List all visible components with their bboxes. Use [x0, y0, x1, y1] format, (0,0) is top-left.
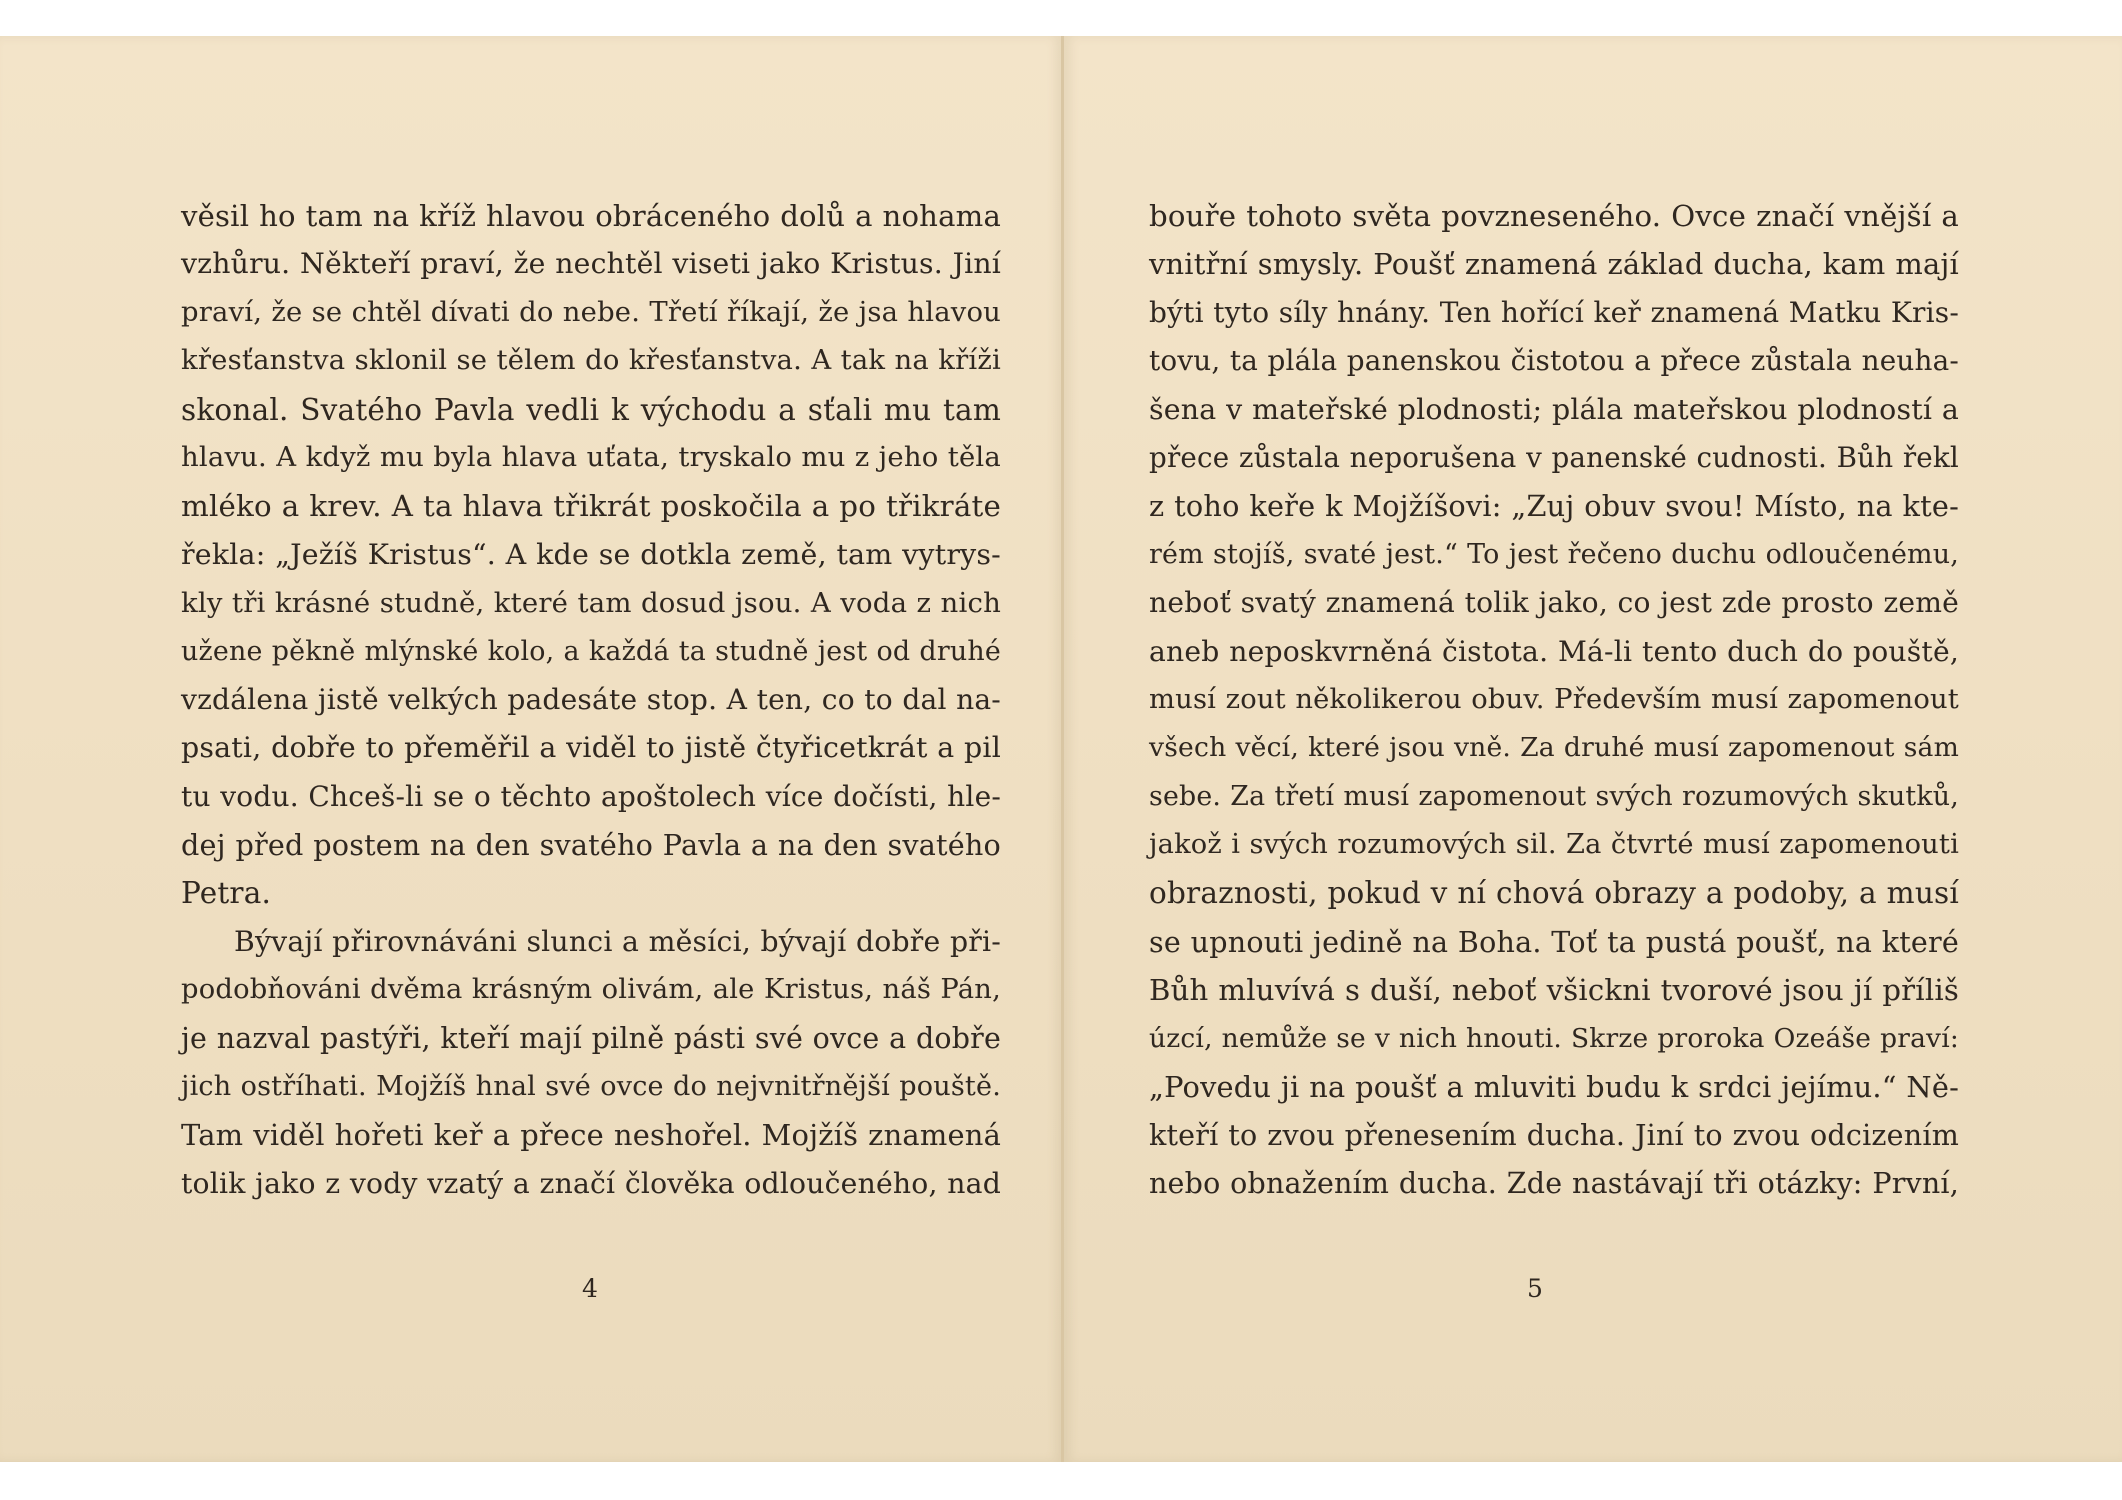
- text-line: neboť svatý znamená tolik jako, co jest zde prosto země: [1149, 586, 1959, 620]
- text-line: psati, dobře to přeměřil a viděl to jistě čtyřicetkrát a pil: [181, 731, 1001, 765]
- text-line: se upnouti jedině na Boha. Toť ta pustá poušť, na které: [1149, 924, 1959, 959]
- text-line: vzhůru. Někteří praví, že nechtěl viseti jako Kristus. Jiní: [181, 247, 1001, 281]
- text-line: dej před postem na den svatého Pavla a na den svatého: [181, 828, 1001, 863]
- text-line: vnitřní smysly. Poušť znamená základ ducha, kam mají: [1149, 247, 1959, 282]
- text-line: úzcí, nemůže se v nich hnouti. Skrze proroka Ozeáše praví:: [1149, 1022, 1959, 1054]
- text-line: řekla: „Ježíš Kristus“. A kde se dotkla země, tam vytrys-: [181, 537, 1001, 571]
- text-line: kly tři krásné studně, které tam dosud jsou. A voda z nich: [181, 587, 1001, 620]
- text-line: sebe. Za třetí musí zapomenout svých rozumových skutků,: [1149, 780, 1959, 812]
- book-spread: [0, 36, 2122, 1462]
- text-line: přece zůstala neporušena v panenské cudnosti. Bůh řekl: [1149, 440, 1959, 474]
- text-line: z toho keře k Mojžíšovi: „Zuj obuv svou! Místo, na kte-: [1149, 489, 1959, 524]
- text-line: užene pěkně mlýnské kolo, a každá ta studně jest od druhé: [181, 635, 1001, 667]
- text-line: tolik jako z vody vzatý a značí člověka odloučeného, nad: [181, 1166, 1001, 1200]
- text-line: podobňováni dvěma krásným olivám, ale Kristus, náš Pán,: [181, 974, 1001, 1006]
- text-line: skonal. Svatého Pavla vedli k východu a sťali mu tam: [181, 392, 1001, 427]
- page-number: 4: [582, 1274, 598, 1303]
- text-line: tu vodu. Chceš-li se o těchto apoštolech více dočísti, hle-: [181, 779, 1001, 813]
- text-line: kteří to zvou přenesením ducha. Jiní to zvou odcizením: [1149, 1118, 1959, 1153]
- text-line: křesťanstva sklonil se tělem do křesťanstva. A tak na kříži: [181, 345, 1001, 377]
- text-line: Petra.: [181, 876, 272, 911]
- text-line: Bůh mluvívá s duší, neboť všickni tvorové jsou jí příliš: [1149, 973, 1959, 1008]
- text-line: býti tyto síly hnány. Ten hořící keř znamená Matku Kris-: [1149, 295, 1959, 329]
- text-line: je nazval pastýři, kteří mají pilně pásti své ovce a dobře: [181, 1021, 1001, 1055]
- text-line: jakož i svých rozumových sil. Za čtvrté musí zapomenouti: [1149, 829, 1959, 861]
- text-line: jich ostříhati. Mojžíš hnal své ovce do nejvnitřnější pouště.: [181, 1071, 1001, 1103]
- right-page-body: [1149, 192, 1959, 1208]
- text-line: aneb neposkvrněná čistota. Má-li tento duch do pouště,: [1149, 634, 1959, 668]
- left-page-body: [181, 192, 1001, 1208]
- text-line: bouře tohoto světa povzneseného. Ovce značí vnější a: [1149, 199, 1959, 233]
- left-page: [0, 36, 1062, 1462]
- text-line: rém stojíš, svaté jest.“ To jest řečeno duchu odloučenému,: [1149, 538, 1959, 570]
- text-line: nebo obnažením ducha. Zde nastávají tři otázky: První,: [1149, 1166, 1959, 1200]
- text-line: všech věcí, které jsou vně. Za druhé musí zapomenout sám: [1149, 732, 1959, 764]
- page-number: 5: [1527, 1274, 1543, 1303]
- text-line: obraznosti, pokud v ní chová obrazy a podoby, a musí: [1149, 876, 1959, 911]
- text-line: věsil ho tam na kříž hlavou obráceného dolů a nohama: [181, 199, 1001, 233]
- text-line: Bývají přirovnáváni slunci a měsíci, bývají dobře při-: [234, 924, 1001, 958]
- right-page: [1064, 36, 2122, 1462]
- text-line: „Povedu ji na poušť a mluviti budu k srdci jejímu.“ Ně-: [1149, 1070, 1959, 1105]
- text-line: musí zout několikerou obuv. Především musí zapomenout: [1149, 683, 1959, 715]
- text-line: mléko a krev. A ta hlava třikrát poskočila a po třikráte: [181, 489, 1001, 524]
- text-line: tovu, ta plála panenskou čistotou a přece zůstala neuha-: [1149, 344, 1959, 378]
- text-line: praví, že se chtěl dívati do nebe. Třetí říkají, že jsa hlavou: [181, 296, 1001, 328]
- text-line: Tam viděl hořeti keř a přece neshořel. Mojžíš znamená: [181, 1118, 1001, 1153]
- text-line: vzdálena jistě velkých padesáte stop. A ten, co to dal na-: [181, 682, 1001, 716]
- text-line: šena v mateřské plodnosti; plála mateřskou plodností a: [1149, 392, 1959, 426]
- text-line: hlavu. A když mu byla hlava uťata, tryskalo mu z jeho těla: [181, 441, 1001, 473]
